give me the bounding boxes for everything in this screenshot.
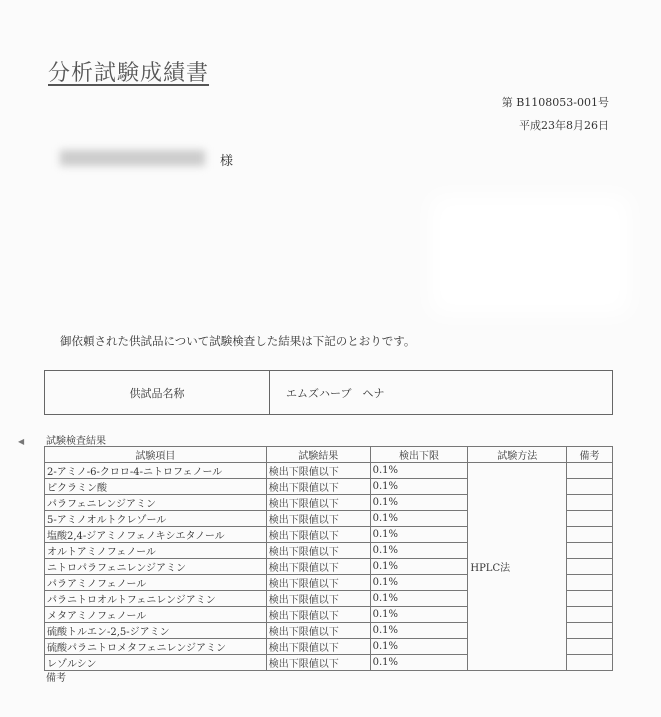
remarks-cell: [567, 511, 613, 527]
remarks-cell: [567, 559, 613, 575]
header-method: 試験方法: [468, 447, 567, 463]
test-result: 検出下限値以下: [266, 575, 370, 591]
test-item: レゾルシン: [45, 655, 267, 671]
test-item: ニトロパラフェニレンジアミン: [45, 559, 267, 575]
remarks-cell: [567, 575, 613, 591]
redacted-recipient: [60, 150, 205, 166]
remarks-cell: [567, 655, 613, 671]
test-result: 検出下限値以下: [266, 479, 370, 495]
test-item: 硫酸トルエン-2,5-ジアミン: [45, 623, 267, 639]
intro-text: 御依頼された供試品について試験検査した結果は下記のとおりです。: [60, 334, 416, 348]
test-item: メタアミノフェノール: [45, 607, 267, 623]
detection-limit: 0.1%: [370, 639, 468, 655]
detection-limit: 0.1%: [370, 559, 468, 575]
document-number: 第 B1108053-001号: [501, 96, 609, 109]
test-result: 検出下限値以下: [266, 527, 370, 543]
sample-value: エムズハーブ ヘナ: [286, 386, 385, 400]
remarks-cell: [567, 591, 613, 607]
header-notes: 備考: [567, 447, 613, 463]
detection-limit: 0.1%: [370, 495, 468, 511]
detection-limit: 0.1%: [370, 527, 468, 543]
detection-limit: 0.1%: [370, 607, 468, 623]
notes-label: 備考: [46, 673, 66, 684]
header-limit: 検出下限: [370, 447, 468, 463]
test-result: 検出下限値以下: [266, 623, 370, 639]
test-item: パラニトロオルトフェニレンジアミン: [45, 591, 267, 607]
remarks-cell: [567, 527, 613, 543]
detection-limit: 0.1%: [370, 623, 468, 639]
test-item: パラフェニレンジアミン: [45, 495, 267, 511]
detection-limit: 0.1%: [370, 591, 468, 607]
test-result: 検出下限値以下: [266, 591, 370, 607]
detection-limit: 0.1%: [370, 543, 468, 559]
test-result: 検出下限値以下: [266, 607, 370, 623]
document-title: 分析試験成績書: [48, 61, 210, 86]
remarks-cell: [567, 623, 613, 639]
detection-limit: 0.1%: [370, 463, 468, 479]
recipient-suffix: 様: [220, 154, 234, 169]
results-table: [44, 446, 613, 671]
test-method: HPLC法: [468, 463, 567, 671]
test-result: 検出下限値以下: [266, 543, 370, 559]
remarks-cell: [567, 463, 613, 479]
test-result: 検出下限値以下: [266, 463, 370, 479]
remarks-cell: [567, 639, 613, 655]
detection-limit: 0.1%: [370, 575, 468, 591]
detection-limit: 0.1%: [370, 655, 468, 671]
test-result: 検出下限値以下: [266, 495, 370, 511]
remarks-cell: [567, 495, 613, 511]
detection-limit: 0.1%: [370, 511, 468, 527]
table-header-row: [45, 447, 613, 463]
test-result: 検出下限値以下: [266, 639, 370, 655]
sample-label: 供試品名称: [45, 371, 270, 414]
test-item: ピクラミン酸: [45, 479, 267, 495]
table-row: [45, 463, 613, 479]
issue-date: 平成23年8月26日: [519, 119, 609, 132]
test-item: パラアミノフェノール: [45, 575, 267, 591]
test-item: オルトアミノフェノール: [45, 543, 267, 559]
test-item: 5-アミノオルトクレゾール: [45, 511, 267, 527]
section-heading: 試験検査結果: [46, 436, 106, 447]
remarks-cell: [567, 607, 613, 623]
test-item: 硫酸パラニトロメタフェニレンジアミン: [45, 639, 267, 655]
margin-mark: ◀: [18, 437, 25, 446]
test-result: 検出下限値以下: [266, 511, 370, 527]
remarks-cell: [567, 479, 613, 495]
sample-name-box: [44, 370, 613, 415]
header-item: 試験項目: [45, 447, 267, 463]
test-item: 2-アミノ-6-クロロ-4-ニトロフェノール: [45, 463, 267, 479]
remarks-cell: [567, 543, 613, 559]
detection-limit: 0.1%: [370, 479, 468, 495]
test-result: 検出下限値以下: [266, 559, 370, 575]
test-result: 検出下限値以下: [266, 655, 370, 671]
header-result: 試験結果: [266, 447, 370, 463]
redacted-stamp: [430, 195, 630, 315]
test-item: 塩酸2,4-ジアミノフェノキシエタノール: [45, 527, 267, 543]
